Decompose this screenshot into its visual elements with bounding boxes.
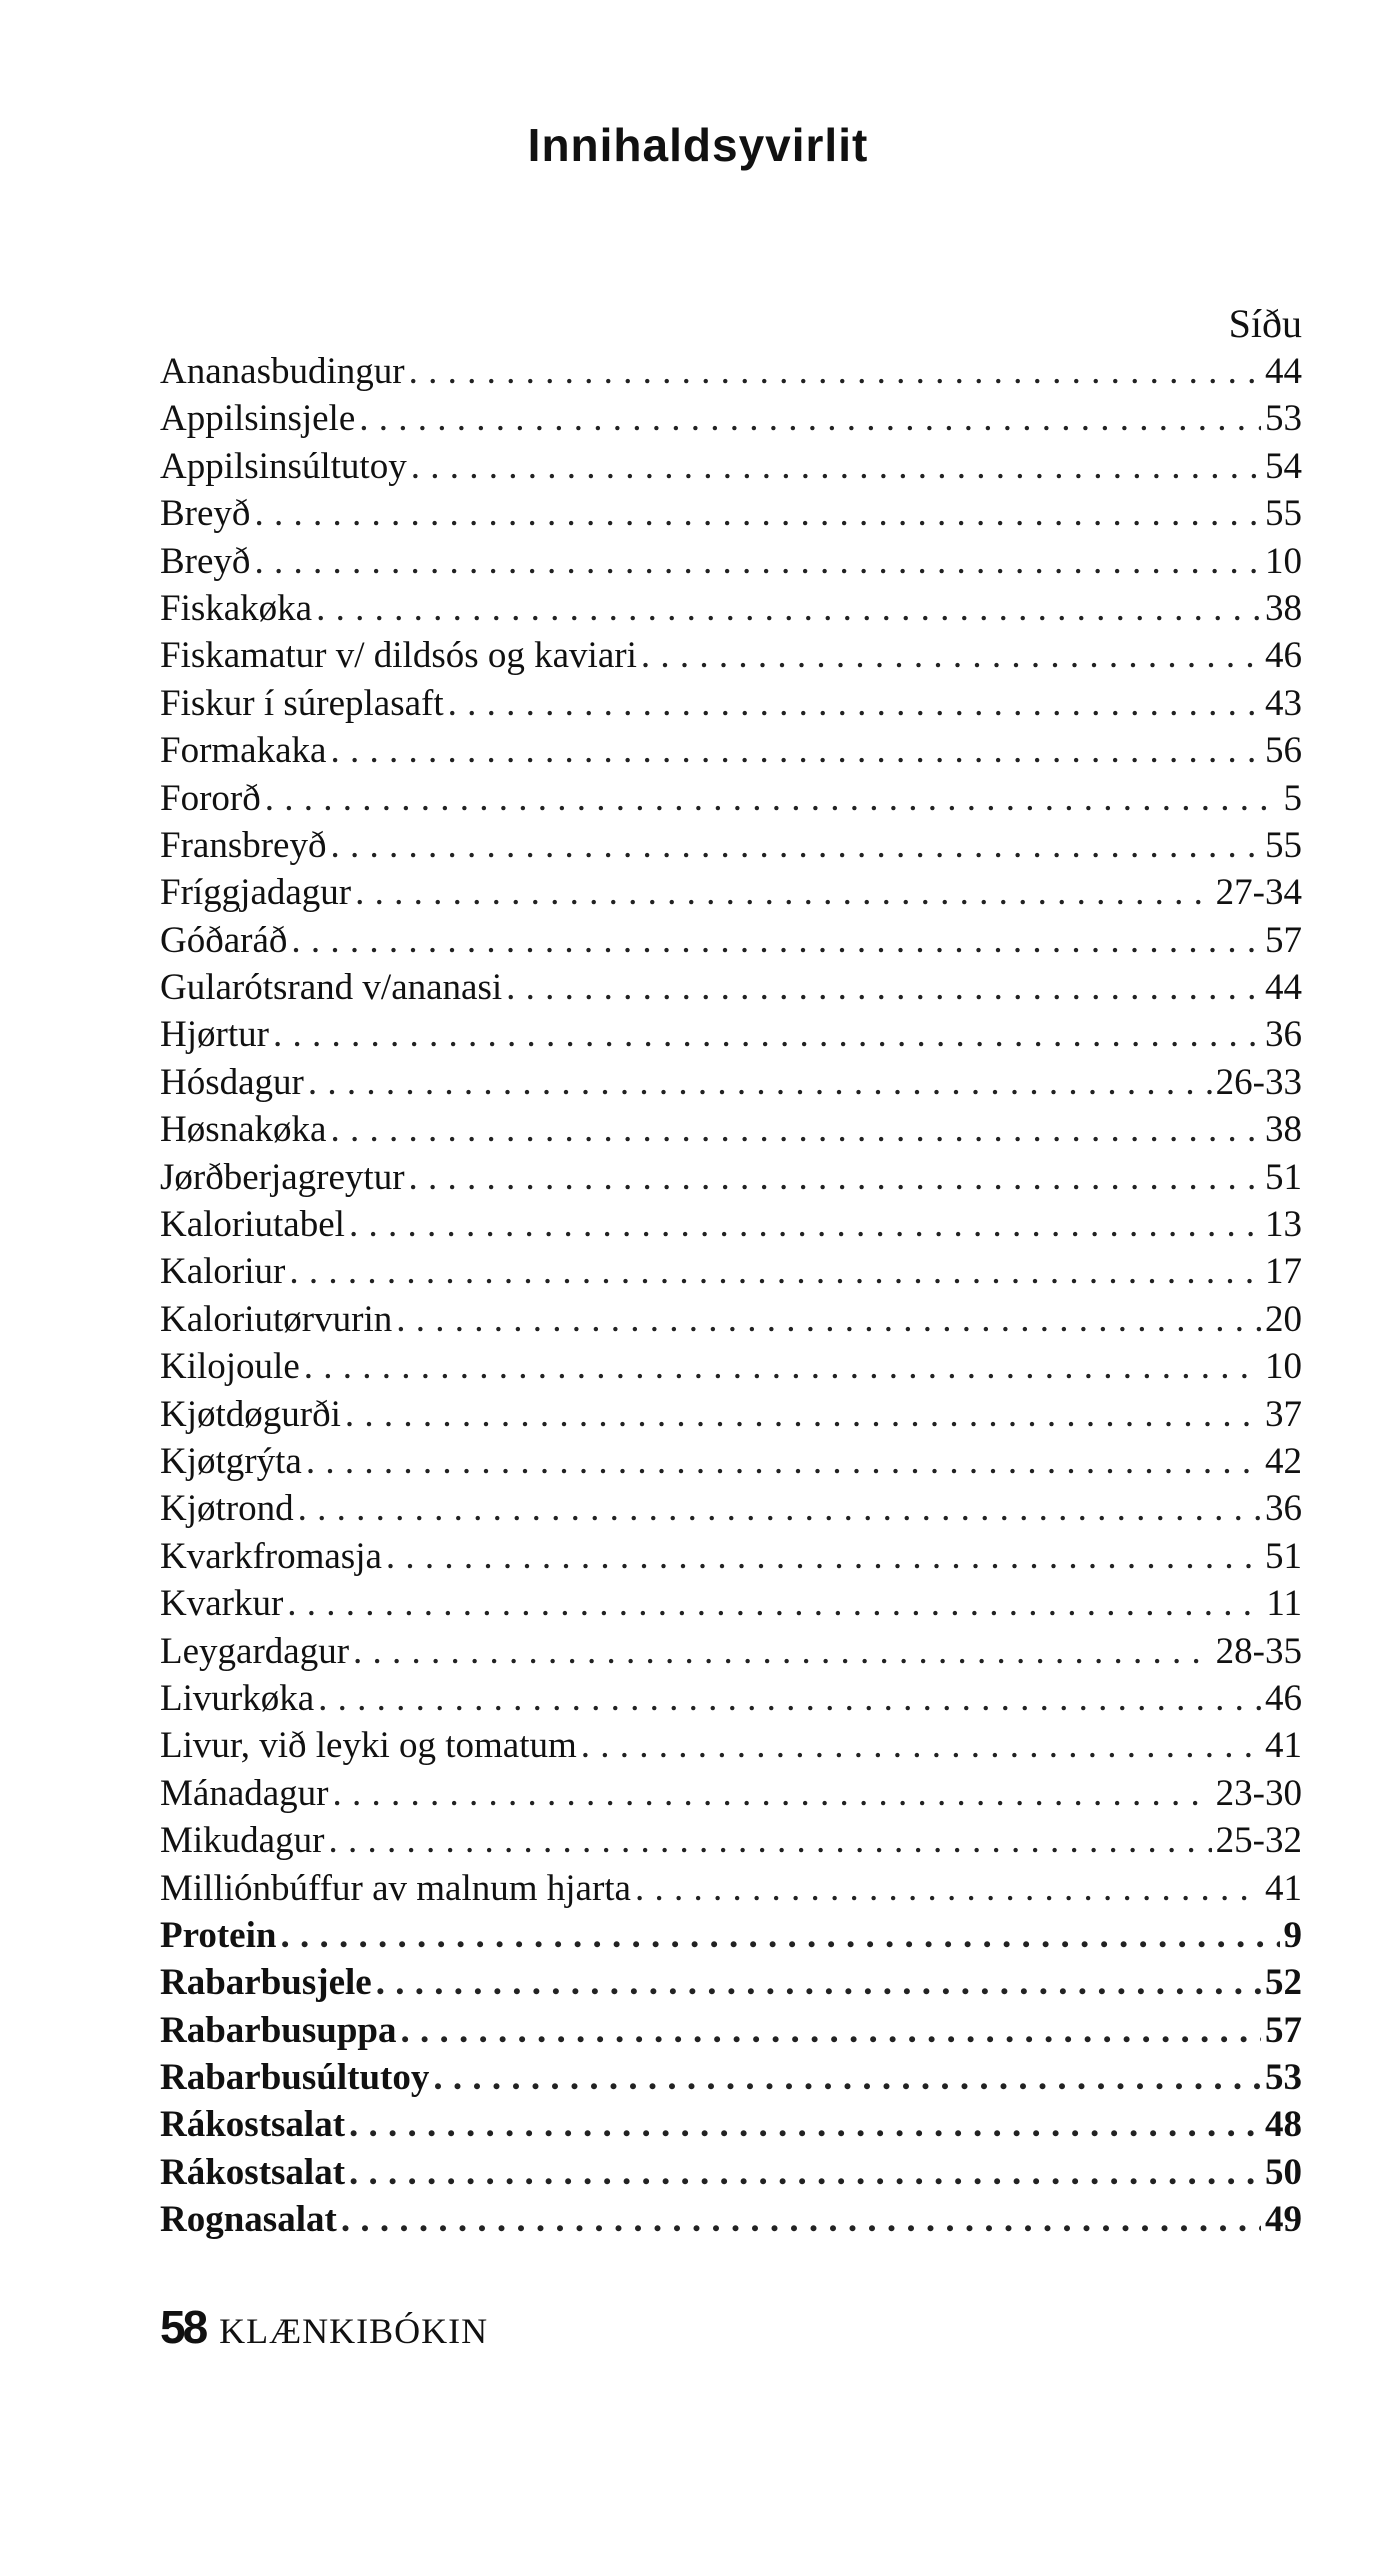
dot-leader	[304, 1343, 1261, 1390]
dot-leader	[349, 2149, 1261, 2196]
dot-leader	[318, 1675, 1261, 1722]
toc-entry-page: 41	[1265, 1867, 1302, 1909]
toc-entry-page: 36	[1265, 1014, 1302, 1056]
toc-entry-page: 57	[1265, 2009, 1302, 2051]
toc-entry-page: 28-35	[1215, 1630, 1302, 1672]
toc-entry	[160, 1533, 1302, 1580]
dot-leader	[298, 1485, 1261, 1532]
toc-entry	[160, 1296, 1302, 1343]
table-of-contents	[160, 348, 1302, 2244]
dot-leader	[280, 1912, 1279, 1959]
toc-entry-label: Fiskamatur v/ dildsós og kaviari	[160, 635, 637, 677]
dot-leader	[330, 1106, 1261, 1153]
dot-leader	[265, 775, 1280, 822]
toc-entry-page: 46	[1265, 635, 1302, 677]
dot-leader	[396, 1296, 1261, 1343]
toc-entry	[160, 1391, 1302, 1438]
dot-leader	[289, 1248, 1261, 1295]
toc-entry	[160, 1343, 1302, 1390]
dot-leader	[386, 1533, 1261, 1580]
dot-leader	[316, 585, 1261, 632]
dot-leader	[409, 348, 1261, 395]
dot-leader	[581, 1722, 1261, 1769]
toc-entry-page: 25-32	[1215, 1820, 1302, 1862]
toc-entry-page: 38	[1265, 587, 1302, 629]
toc-entry-label: Livur, við leyki og tomatum	[160, 1725, 577, 1767]
toc-entry-page: 44	[1265, 967, 1302, 1009]
toc-entry	[160, 1011, 1302, 1058]
toc-entry-page: 27-34	[1215, 872, 1302, 914]
dot-leader	[401, 2007, 1261, 2054]
dot-leader	[506, 964, 1261, 1011]
toc-entry-label: Leygardagur	[160, 1630, 350, 1672]
toc-entry-label: Gularótsrand v/ananasi	[160, 967, 503, 1009]
toc-entry-label: Fransbreyð	[160, 824, 327, 866]
toc-entry-page: 13	[1265, 1204, 1302, 1246]
dot-leader	[411, 443, 1261, 490]
toc-entry	[160, 680, 1302, 727]
toc-entry	[160, 2054, 1302, 2101]
dot-leader	[448, 680, 1261, 727]
toc-entry	[160, 1722, 1302, 1769]
toc-entry	[160, 632, 1302, 679]
toc-entry-page: 10	[1265, 1346, 1302, 1388]
toc-entry-page: 57	[1265, 919, 1302, 961]
toc-entry-label: Fororð	[160, 777, 261, 819]
toc-entry-page: 56	[1265, 730, 1302, 772]
toc-entry-label: Appilsinsjele	[160, 398, 356, 440]
dot-leader	[306, 1438, 1261, 1485]
toc-entry-label: Livurkøka	[160, 1677, 315, 1719]
toc-entry	[160, 2196, 1302, 2243]
toc-entry-label: Fiskakøka	[160, 587, 313, 629]
toc-entry	[160, 2007, 1302, 2054]
toc-entry-page: 26-33	[1215, 1061, 1302, 1103]
dot-leader	[254, 538, 1261, 585]
toc-entry-page: 46	[1265, 1677, 1302, 1719]
toc-entry-label: Høsnakøka	[160, 1109, 327, 1151]
toc-entry-label: Hósdagur	[160, 1061, 304, 1103]
dot-leader	[433, 2054, 1261, 2101]
toc-entry-label: Mikudagur	[160, 1820, 325, 1862]
toc-entry	[160, 1201, 1302, 1248]
toc-entry-label: Appilsinsúltutoy	[160, 445, 407, 487]
toc-entry	[160, 869, 1302, 916]
toc-entry-page: 43	[1265, 682, 1302, 724]
toc-entry	[160, 1154, 1302, 1201]
toc-entry	[160, 1059, 1302, 1106]
footer-book-title: KLÆNKIBÓKIN	[219, 2311, 489, 2351]
toc-entry-label: Fiskur í súreplasaft	[160, 682, 444, 724]
dot-leader	[328, 1817, 1211, 1864]
dot-leader	[641, 632, 1261, 679]
dot-leader	[349, 2101, 1261, 2148]
dot-leader	[409, 1154, 1261, 1201]
toc-entry-label: Kaloriutørvurin	[160, 1298, 393, 1340]
toc-entry-page: 42	[1265, 1440, 1302, 1482]
dot-leader	[355, 869, 1212, 916]
toc-entry-label: Ananasbudingur	[160, 351, 405, 392]
toc-entry-page: 48	[1265, 2104, 1302, 2146]
dot-leader	[341, 2196, 1261, 2243]
toc-entry-label: Rabarbusúltutoy	[160, 2057, 430, 2099]
toc-entry	[160, 775, 1302, 822]
toc-entry	[160, 1770, 1302, 1817]
toc-entry-label: Hjørtur	[160, 1014, 269, 1056]
toc-entry	[160, 1438, 1302, 1485]
dot-leader	[359, 395, 1261, 442]
toc-entry	[160, 1628, 1302, 1675]
toc-entry-label: Jørðberjagreytur	[160, 1156, 405, 1198]
toc-entry-page: 53	[1265, 2057, 1302, 2099]
toc-entry-label: Fríggjadagur	[160, 872, 352, 914]
toc-entry-label: Kvarkur	[160, 1583, 284, 1625]
toc-entry	[160, 1106, 1302, 1153]
toc-entry	[160, 585, 1302, 632]
toc-entry-label: Breyð	[160, 493, 251, 535]
toc-entry-page: 51	[1265, 1156, 1302, 1198]
toc-entry	[160, 1675, 1302, 1722]
toc-entry-label: Rognasalat	[160, 2199, 337, 2241]
toc-entry-label: Kilojoule	[160, 1346, 300, 1388]
dot-leader	[273, 1011, 1261, 1058]
toc-entry	[160, 1485, 1302, 1532]
toc-entry-page: 20	[1265, 1298, 1302, 1340]
toc-entry-page: 49	[1265, 2199, 1302, 2241]
toc-entry	[160, 395, 1302, 442]
toc-entry-page: 9	[1283, 1914, 1302, 1956]
page-footer	[160, 2300, 488, 2354]
toc-entry	[160, 2101, 1302, 2148]
toc-entry	[160, 1248, 1302, 1295]
toc-entry-label: Rákostsalat	[160, 2151, 346, 2193]
toc-entry-page: 23-30	[1215, 1772, 1302, 1814]
dot-leader	[291, 917, 1261, 964]
dot-leader	[254, 490, 1261, 537]
dot-leader	[349, 1201, 1261, 1248]
toc-entry	[160, 1959, 1302, 2006]
toc-entry-label: Kjøtgrýta	[160, 1440, 302, 1482]
dot-leader	[330, 822, 1261, 869]
toc-entry-page: 10	[1265, 540, 1302, 582]
toc-entry-label: Mánadagur	[160, 1772, 329, 1814]
dot-leader	[333, 1770, 1212, 1817]
dot-leader	[635, 1865, 1261, 1912]
toc-entry	[160, 964, 1302, 1011]
toc-entry	[160, 727, 1302, 774]
toc-entry-label: Milliónbúffur av malnum hjarta	[160, 1867, 631, 1909]
toc-entry-page: 44	[1265, 351, 1302, 392]
toc-entry	[160, 917, 1302, 964]
toc-entry-page: 55	[1265, 493, 1302, 535]
toc-entry-label: Kaloriur	[160, 1251, 286, 1293]
toc-entry	[160, 1580, 1302, 1627]
toc-entry-page: 52	[1265, 1962, 1302, 2004]
dot-leader	[345, 1391, 1261, 1438]
dot-leader	[330, 727, 1261, 774]
toc-entry-page: 54	[1265, 445, 1302, 487]
page-column-label: Síðu	[1228, 301, 1302, 346]
dot-leader	[353, 1628, 1212, 1675]
toc-entry	[160, 348, 1302, 395]
toc-entry-page: 36	[1265, 1488, 1302, 1530]
toc-entry	[160, 1817, 1302, 1864]
toc-entry-page: 51	[1265, 1535, 1302, 1577]
toc-entry	[160, 443, 1302, 490]
toc-entry	[160, 1912, 1302, 1959]
toc-entry	[160, 2149, 1302, 2196]
toc-entry-label: Kaloriutabel	[160, 1204, 345, 1246]
toc-entry-page: 41	[1265, 1725, 1302, 1767]
toc-entry-page: 17	[1265, 1251, 1302, 1293]
toc-entry-label: Rabarbusuppa	[160, 2009, 397, 2051]
toc-entry-page: 50	[1265, 2151, 1302, 2193]
toc-entry-label: Breyð	[160, 540, 251, 582]
toc-entry-label: Protein	[160, 1914, 277, 1956]
toc-entry-label: Góðaráð	[160, 919, 288, 961]
dot-leader	[287, 1580, 1262, 1627]
toc-entry-page: 55	[1265, 824, 1302, 866]
toc-entry-page: 38	[1265, 1109, 1302, 1151]
toc-entry-label: Kjøtdøgurði	[160, 1393, 341, 1435]
toc-entry-page: 11	[1266, 1583, 1302, 1625]
toc-entry-label: Kvarkfromasja	[160, 1535, 382, 1577]
page-title: Innihaldsyvirlit	[527, 119, 869, 171]
toc-entry-label: Rákostsalat	[160, 2104, 346, 2146]
toc-entry-page: 53	[1265, 398, 1302, 440]
toc-entry-label: Kjøtrond	[160, 1488, 294, 1530]
toc-entry-label: Rabarbusjele	[160, 1962, 372, 2004]
toc-entry	[160, 1865, 1302, 1912]
toc-entry-page: 37	[1265, 1393, 1302, 1435]
toc-entry-label: Formakaka	[160, 730, 327, 772]
toc-entry	[160, 538, 1302, 585]
toc-entry	[160, 822, 1302, 869]
toc-entry	[160, 490, 1302, 537]
dot-leader	[376, 1959, 1261, 2006]
footer-page-number: 58	[160, 2301, 206, 2353]
dot-leader	[308, 1059, 1212, 1106]
toc-entry-page: 5	[1283, 777, 1302, 819]
